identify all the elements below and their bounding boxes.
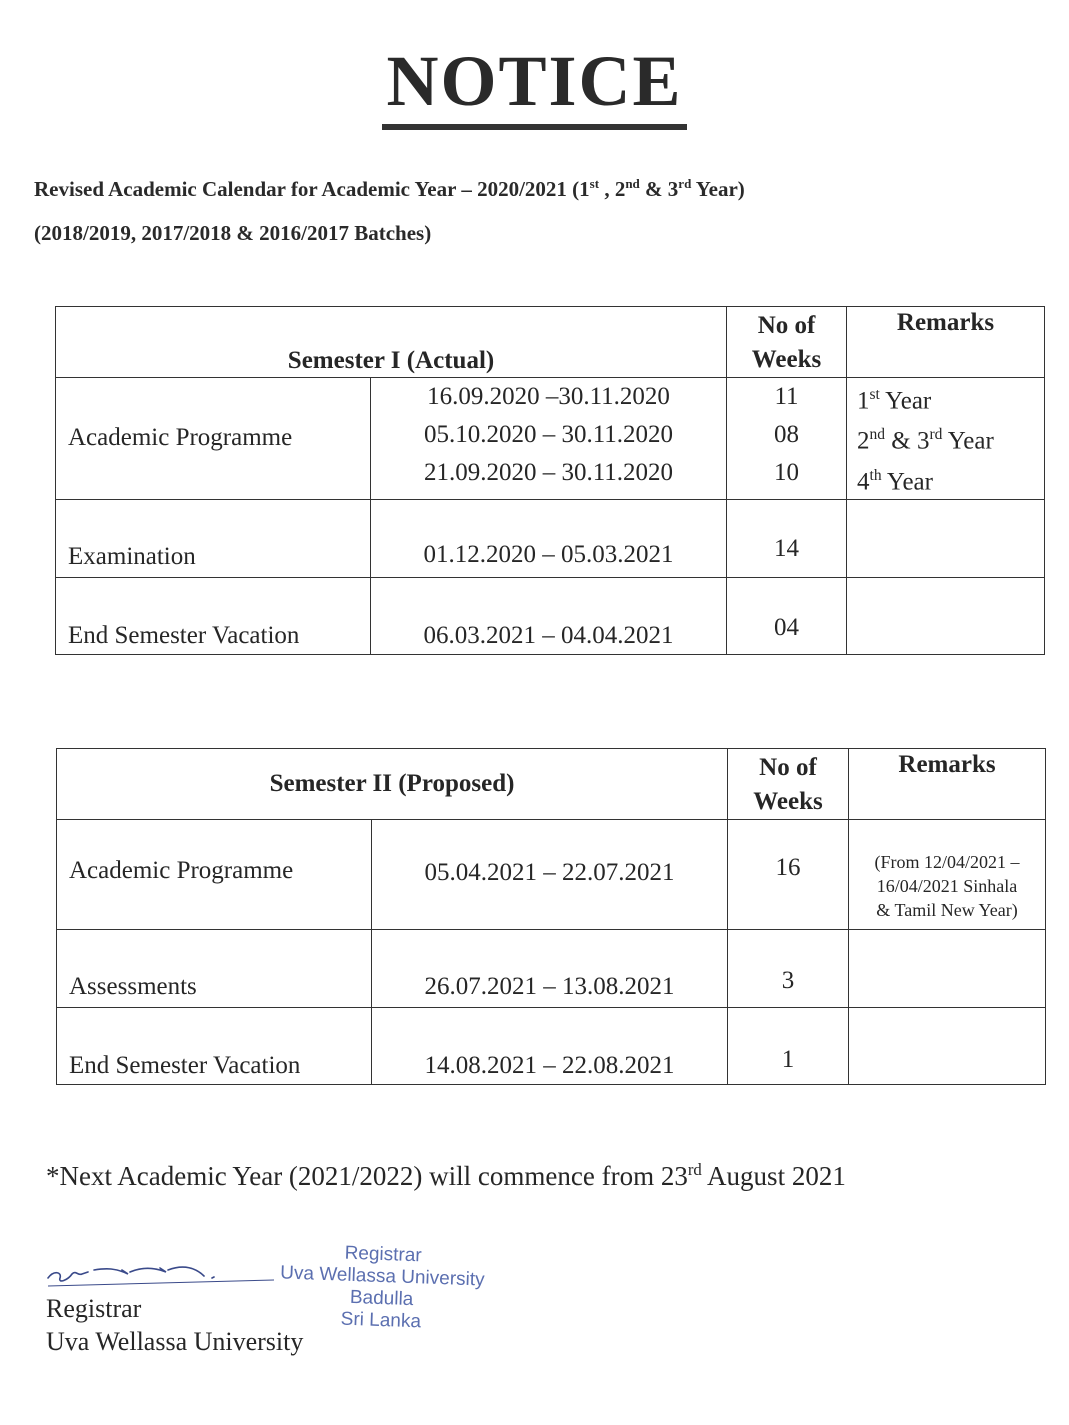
remark-sup: rd [929,426,943,444]
handwritten-signature [44,1250,284,1290]
semester-2-table [56,748,1046,1085]
dates-cell: 01.12.2020 – 05.03.2021 [371,499,727,577]
subtitle-sup: nd [625,176,640,191]
weeks-value: 08 [774,421,800,448]
date-range: 21.09.2020 – 30.11.2020 [423,459,674,486]
remark-part: 2 [857,427,870,455]
weeks-cell: 14 [727,499,847,577]
subtitle-part: Revised Academic Calendar for Academic Year – 2020/2021 (1 [34,177,590,201]
remark-part: Year [879,387,932,415]
table-row [57,820,1046,930]
table-row [57,930,1046,1008]
remark-part: 4 [857,467,870,495]
activity-cell: End Semester Vacation [56,577,371,654]
table-row [56,378,1045,500]
weeks-cell: 04 [727,577,847,654]
table-row [57,1008,1046,1085]
remark-part: Year [881,467,933,495]
date-range: 16.09.2020 –30.11.2020 [427,383,670,410]
weeks-cell [727,378,847,500]
activity-cell: Academic Programme [57,820,372,930]
table-header-row [56,307,1045,378]
notice-title-text: NOTICE [382,38,686,130]
remark-sup: th [869,466,882,484]
remarks-cell [847,378,1045,500]
weeks-heading-line: No of [759,754,817,781]
weeks-cell: 16 [728,820,849,930]
dates-cell: 14.08.2021 – 22.08.2021 [372,1008,728,1085]
remarks-cell [849,820,1046,930]
note-part: August 2021 [701,1161,846,1191]
remark-sup: nd [869,426,886,444]
note-sup: rd [687,1160,702,1179]
dates-cell: 26.07.2021 – 13.08.2021 [372,930,728,1008]
semester-1-table [55,306,1045,655]
weeks-heading-line: Weeks [751,346,822,373]
subtitle-part: Year) [691,177,745,201]
remarks-cell [849,1008,1046,1085]
subtitle-part: , 2 [599,177,626,201]
remarks-cell [847,499,1045,577]
remark-part: 1 [857,387,870,415]
stamp-line: Badulla [349,1286,414,1311]
semester-1-heading: Semester I (Actual) [56,307,727,378]
activity-cell: Academic Programme [56,378,371,500]
date-range: 05.10.2020 – 30.11.2020 [423,421,674,448]
remark-line: (From 12/04/2021 – [874,852,1020,872]
stamp-line: Registrar [344,1242,423,1267]
activity-cell: End Semester Vacation [57,1008,372,1085]
table-row [56,577,1045,654]
weeks-heading [728,749,849,820]
semester-2-heading: Semester II (Proposed) [57,749,728,820]
notice-title [0,38,1069,130]
table-row [56,499,1045,577]
table-header-row [57,749,1046,820]
dates-cell [371,378,727,500]
remark-line: & Tamil New Year) [876,900,1018,920]
dates-cell: 05.04.2021 – 22.07.2021 [372,820,728,930]
calendar-subtitle [34,176,745,202]
weeks-value: 11 [774,383,799,410]
remark-part: & 3 [885,427,930,455]
weeks-heading-line: Weeks [753,788,823,815]
remark-part: Year [942,427,994,455]
remark-sup: st [869,386,880,403]
next-year-note [46,1160,846,1192]
remarks-heading: Remarks [849,749,1046,820]
dates-cell: 06.03.2021 – 04.04.2021 [371,577,727,654]
remarks-cell [847,577,1045,654]
weeks-value: 10 [774,459,800,486]
signatory-title: Registrar [46,1294,142,1323]
note-part: *Next Academic Year (2021/2022) will commence from 23 [46,1161,688,1191]
remark-line: 16/04/2021 Sinhala [876,876,1018,896]
weeks-heading-line: No of [757,312,816,339]
subtitle-sup: rd [678,176,692,191]
remark-line [857,459,1044,499]
signatory-institution: Uva Wellassa University [46,1327,304,1356]
stamp-line: Uva Wellassa University [279,1262,485,1291]
weeks-heading [727,307,847,378]
subtitle-sup: st [589,176,600,191]
remarks-heading: Remarks [847,307,1045,378]
activity-cell: Assessments [57,930,372,1008]
activity-cell: Examination [56,499,371,577]
subtitle-part: & 3 [639,177,679,201]
stamp-line: Sri Lanka [340,1308,422,1333]
remarks-cell [849,930,1046,1008]
weeks-cell: 3 [728,930,849,1008]
remark-line [857,418,1044,458]
official-stamp [261,1240,504,1336]
remark-line [857,378,1044,418]
batches-subtitle: (2018/2019, 2017/2018 & 2016/2017 Batches) [34,221,432,245]
weeks-cell: 1 [728,1008,849,1085]
